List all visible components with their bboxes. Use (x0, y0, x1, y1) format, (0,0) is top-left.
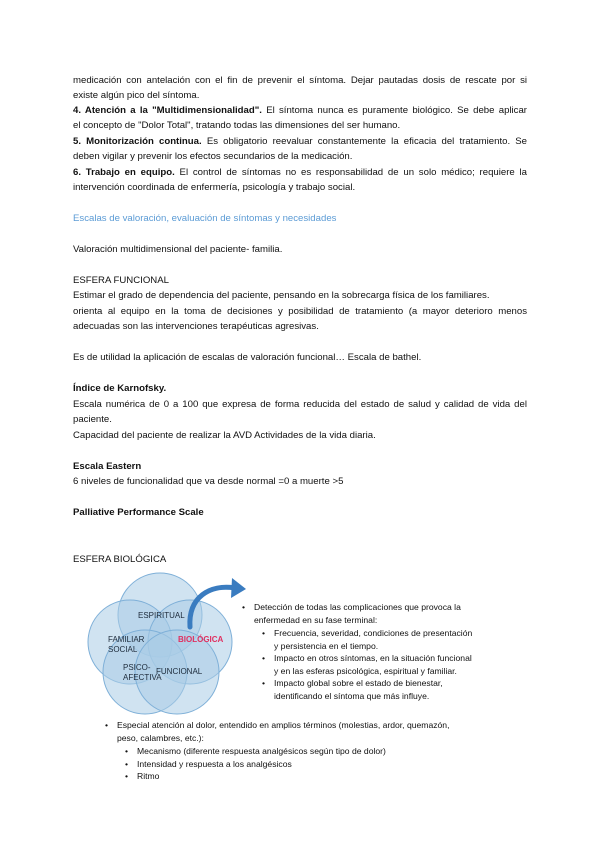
principle-5-label: 5. Monitorización continua. (73, 136, 202, 147)
section-heading: Escalas de valoración, evaluación de síntomas y necesidades (73, 213, 337, 224)
paragraph-line: Es de utilidad la aplicación de escalas de valoración funcional… Escala de bathel. (73, 352, 422, 363)
principle-5-text: Es obligatorio reevaluar constantemente la eficacia del tratamiento. Se (201, 136, 528, 147)
list-item: • Intensidad y respuesta a los analgésicos (123, 758, 523, 771)
list-item (260, 652, 530, 677)
paragraph-line: deben vigilar y prevenir los efectos secundarios de la medicación. (73, 151, 353, 162)
palliative-title: Palliative Performance Scale (73, 507, 204, 518)
paragraph-line: adecuadas son las intervenciones terapéuticas agresivas. (73, 321, 319, 332)
list-item (260, 677, 530, 702)
paragraph-line: 6 niveles de funcionalidad que va desde normal =0 a muerte >5 (73, 476, 344, 487)
dolor-list (103, 719, 523, 783)
label-funcional: FUNCIONAL (156, 667, 203, 676)
esfera-funcional-title: ESFERA FUNCIONAL (73, 275, 169, 286)
list-item-text: peso, calambres, etc.): (117, 732, 204, 743)
list-item (240, 601, 530, 702)
list-item-text: • Especial atención al dolor, entendido en amplios términos (molestias, ardor, quemazón, (117, 720, 450, 730)
paragraph-line: Capacidad del paciente de realizar la AVD Actividades de la vida diaria. (73, 430, 376, 441)
principle-4 (73, 103, 527, 118)
principle-4-label: 4. Atención a la "Multidimensionalidad". (73, 105, 262, 116)
list-item-text: identificando el síntoma que más influye. (274, 690, 430, 701)
paragraph-line: intervención coordinada de enfermería, psicología y trabajo social. (73, 182, 356, 193)
label-afectiva: AFECTIVA (123, 673, 162, 682)
paragraph-line: medicación con antelación con el fin de prevenir el síntoma. Dejar pautadas dosis de rescate por si (73, 75, 527, 86)
paragraph-line: existe algún pico del síntoma. (73, 90, 200, 101)
list-item-text: • Frecuencia, severidad, condiciones de presentación (274, 628, 473, 638)
label-espiritual: ESPIRITUAL (138, 611, 185, 620)
principle-4-text: El síntoma nunca es puramente biológico. Se debe aplicar (261, 105, 528, 116)
esfera-biologica-title: ESFERA BIOLÓGICA (73, 554, 167, 565)
biologica-detail-list (240, 601, 530, 702)
list-item-text: • Impacto global sobre el estado de bienestar, (274, 678, 443, 688)
list-item-text: enfermedad en su fase terminal: (254, 614, 378, 625)
karnofsky-title: Índice de Karnofsky. (73, 383, 167, 394)
list-item: • Mecanismo (diferente respuesta analgésicos según tipo de dolor) (123, 745, 523, 758)
paragraph-line: Estimar el grado de dependencia del paciente, pensando en la sobrecarga física de los familiares. (73, 290, 490, 301)
eastern-title: Escala Eastern (73, 461, 142, 472)
principle-6 (73, 165, 527, 180)
list-item-text: • Detección de todas las complicaciones que provoca la (254, 602, 461, 612)
paragraph-line: el concepto de "Dolor Total", tratando todas las dimensiones del ser humano. (73, 120, 401, 131)
biologica-sublist (254, 627, 530, 702)
list-item-text: • Impacto en otros síntomas, en la situación funcional (274, 653, 472, 663)
principle-5 (73, 134, 527, 149)
label-biologica: BIOLÓGICA (178, 635, 224, 644)
principle-6-text: El control de síntomas no es responsabilidad de un solo médico; requiere la (174, 167, 528, 178)
list-item (260, 627, 530, 652)
paragraph-line: Valoración multidimensional del paciente- familia. (73, 244, 283, 255)
paragraph-line: orienta al equipo en la toma de decisiones y posibilidad de tratamiento (a mayor deterioro menos (73, 306, 527, 317)
list-item-text: y persistencia en el tiempo. (274, 640, 379, 651)
label-familiar: FAMILIAR (108, 635, 145, 644)
label-social: SOCIAL (108, 645, 138, 654)
paragraph-line: paciente. (73, 414, 112, 425)
principle-6-label: 6. Trabajo en equipo. (73, 167, 175, 178)
list-item-text: y en las esferas psicológica, espiritual y familiar. (274, 665, 457, 676)
label-psico: PSICO- (123, 663, 151, 672)
list-item: • Ritmo (123, 770, 523, 783)
list-item (103, 719, 523, 783)
paragraph-line: Escala numérica de 0 a 100 que expresa de forma reducida del estado de salud y calidad de vida del (73, 399, 527, 410)
dolor-sublist (117, 745, 523, 783)
